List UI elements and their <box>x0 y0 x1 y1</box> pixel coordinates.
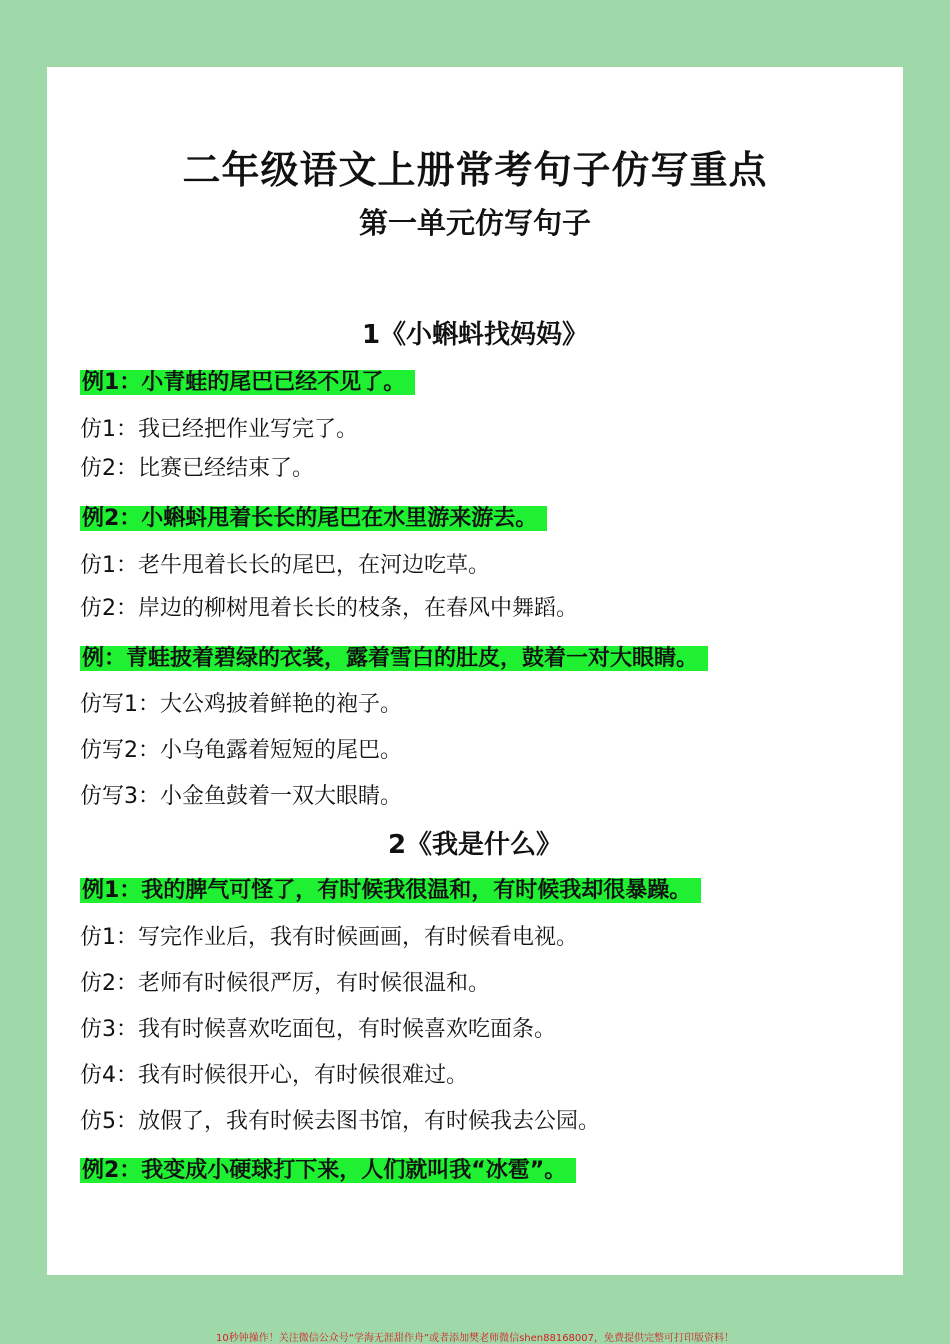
lesson-2-heading: 2《我是什么》 <box>387 830 563 860</box>
imitation-sentence: 仿2：岸边的柳树甩着长长的枝条，在春风中舞蹈。 <box>80 596 578 621</box>
imitation-sentence: 仿4：我有时候很开心，有时候很难过。 <box>80 1063 468 1088</box>
example-sentence: 例1：小青蛙的尾巴已经不见了。 <box>80 370 415 395</box>
imitation-sentence: 仿5：放假了，我有时候去图书馆，有时候我去公园。 <box>80 1109 600 1134</box>
example-sentence: 例1：我的脾气可怪了，有时候我很温和，有时候我却很暴躁。 <box>80 878 701 903</box>
imitation-sentence: 仿1：老牛甩着长长的尾巴，在河边吃草。 <box>80 553 490 578</box>
example-sentence: 例2：小蝌蚪甩着长长的尾巴在水里游来游去。 <box>80 506 547 531</box>
page-subtitle: 第一单元仿写句子 <box>358 206 591 240</box>
imitation-sentence: 仿1：写完作业后，我有时候画画，有时候看电视。 <box>80 925 578 950</box>
imitation-sentence: 仿写3：小金鱼鼓着一双大眼睛。 <box>80 784 402 809</box>
imitation-sentence: 仿2：比赛已经结束了。 <box>80 456 314 481</box>
imitation-sentence: 仿写1：大公鸡披着鲜艳的袍子。 <box>80 692 402 717</box>
page-title: 二年级语文上册常考句子仿写重点 <box>182 148 768 192</box>
example-sentence: 例：青蛙披着碧绿的衣裳，露着雪白的肚皮，鼓着一对大眼睛。 <box>80 646 708 671</box>
imitation-sentence: 仿1：我已经把作业写完了。 <box>80 417 358 442</box>
footer-notice: 10秒钟操作！关注微信公众号“学海无涯甜作舟”或者添加樊老师微信shen88168007，免费提供完整可打印版资料！ <box>215 1333 735 1344</box>
imitation-sentence: 仿写2：小乌龟露着短短的尾巴。 <box>80 738 402 763</box>
document-page <box>47 67 903 1275</box>
imitation-sentence: 仿3：我有时候喜欢吃面包，有时候喜欢吃面条。 <box>80 1017 556 1042</box>
example-sentence: 例2：我变成小硬球打下来，人们就叫我“冰雹”。 <box>80 1158 576 1183</box>
lesson-1-heading: 1《小蝌蚪找妈妈》 <box>361 320 589 350</box>
imitation-sentence: 仿2：老师有时候很严厉，有时候很温和。 <box>80 971 490 996</box>
